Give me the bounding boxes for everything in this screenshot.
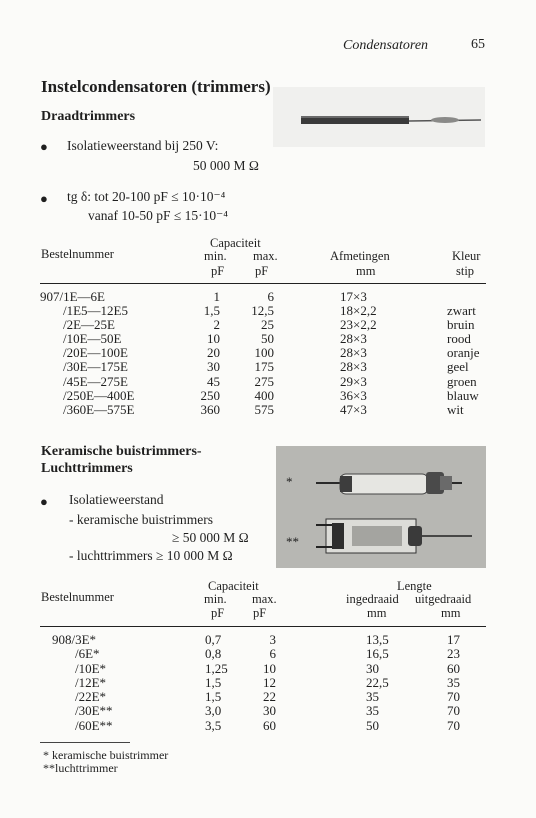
table2-cell-ingedraaid: 16,5 bbox=[366, 646, 389, 662]
table2-cell-bestelnummer: /6E* bbox=[75, 646, 100, 662]
table1-cell-bestelnummer: /250E—400E bbox=[63, 387, 135, 403]
table1-cell-kleur: groen bbox=[447, 373, 477, 389]
table1-cell-bestelnummer: /20E—100E bbox=[63, 345, 128, 361]
bullet-icon: ● bbox=[40, 191, 48, 206]
ceramic-air-trimmer-illustration bbox=[276, 446, 486, 568]
table2-header-rule bbox=[40, 626, 486, 627]
table2-cell-bestelnummer: /12E* bbox=[75, 674, 107, 690]
ceramic-air-trimmer-photo bbox=[276, 446, 486, 568]
table1-column-afmetingen bbox=[340, 290, 410, 417]
table2-cell-min: 1,25 bbox=[205, 660, 228, 676]
table2-cell-ingedraaid: 50 bbox=[366, 717, 379, 733]
table2-col-uitgedraaid: uitgedraaid bbox=[415, 592, 472, 606]
table1-cell-bestelnummer: /1E5—12E5 bbox=[63, 303, 128, 319]
table2-cell-min: 0,8 bbox=[205, 646, 222, 662]
table2-col-ingedraaid: ingedraaid bbox=[346, 592, 399, 606]
table2-col-max: max. bbox=[252, 592, 277, 606]
kera-line-buistrimmers: - keramische buistrimmers bbox=[69, 512, 213, 527]
table2-cell-ingedraaid: 35 bbox=[366, 689, 379, 705]
table2-cell-min: 0,7 bbox=[205, 632, 222, 647]
table2-col-bestelnummer: Bestelnummer bbox=[41, 590, 114, 604]
table1-cell-bestelnummer: /30E—175E bbox=[63, 359, 128, 375]
footnote-air: **luchttrimmer bbox=[43, 761, 118, 775]
wire-trimmer-illustration bbox=[273, 87, 485, 147]
section-heading-keramische: Keramische buistrimmers- bbox=[41, 444, 202, 459]
table1-cell-kleur: bruin bbox=[447, 317, 475, 333]
table1-col-bestelnummer: Bestelnummer bbox=[41, 247, 114, 261]
table2-cell-max: 30 bbox=[263, 703, 276, 719]
table1-cell-max: 575 bbox=[254, 401, 274, 417]
table1-cell-min: 2 bbox=[213, 317, 220, 333]
table2-cell-bestelnummer: /60E** bbox=[75, 717, 113, 733]
table1-column-kleur bbox=[447, 290, 497, 417]
table2-cell-uitgedraaid: 35 bbox=[447, 674, 460, 690]
table1-cell-afmetingen: 36×3 bbox=[340, 387, 367, 403]
table1-cell-afmetingen: 28×3 bbox=[340, 345, 367, 361]
table1-unit-min: pF bbox=[211, 264, 225, 278]
table2-cell-min: 3,0 bbox=[205, 703, 222, 719]
bullet-icon: ● bbox=[40, 494, 48, 509]
table1-cell-min: 1,5 bbox=[203, 303, 220, 319]
table1-cell-max: 6 bbox=[267, 289, 274, 304]
table2-cell-uitgedraaid: 60 bbox=[447, 660, 460, 676]
photo-mark-air: ** bbox=[286, 534, 299, 549]
table2-column-uitgedraaid bbox=[447, 633, 481, 733]
table1-col-kleur: Kleur bbox=[452, 249, 481, 263]
table1-cell-min: 250 bbox=[200, 387, 220, 403]
table1-cell-max: 50 bbox=[261, 331, 274, 347]
page-number: 65 bbox=[471, 37, 485, 52]
tg-delta-line2: vanaf 10-50 pF ≤ 15·10⁻⁴ bbox=[88, 208, 228, 223]
table1-cell-bestelnummer: /2E—25E bbox=[63, 317, 115, 333]
table1-cell-afmetingen: 28×3 bbox=[340, 359, 367, 375]
table1-cell-afmetingen: 18×2,2 bbox=[340, 303, 377, 319]
table2-cell-ingedraaid: 30 bbox=[366, 660, 379, 676]
table2-cell-bestelnummer: /10E* bbox=[75, 660, 107, 676]
table1-cell-max: 275 bbox=[254, 373, 274, 389]
table2-cell-min: 3,5 bbox=[205, 717, 222, 733]
table1-cell-min: 1 bbox=[213, 289, 220, 304]
table1-cell-afmetingen: 23×2,2 bbox=[340, 317, 377, 333]
table2-cell-ingedraaid: 35 bbox=[366, 703, 379, 719]
page-title: Instelcondensatoren (trimmers) bbox=[41, 77, 271, 96]
table1-unit-max: pF bbox=[255, 264, 269, 278]
table1-cell-max: 175 bbox=[254, 359, 274, 375]
table2-cell-uitgedraaid: 17 bbox=[447, 632, 460, 647]
table1-cell-bestelnummer: 907/1E—6E bbox=[40, 289, 105, 304]
table1-cell-kleur: blauw bbox=[447, 387, 479, 403]
table1-cell-bestelnummer: /360E—575E bbox=[63, 401, 135, 417]
isolation-label: Isolatieweerstand bij 250 V: bbox=[67, 138, 219, 153]
table1-col-capaciteit: Capaciteit bbox=[210, 236, 261, 250]
table1-cell-bestelnummer: /45E—275E bbox=[63, 373, 128, 389]
table1-cell-kleur bbox=[447, 290, 497, 304]
table1-unit-afmetingen: mm bbox=[356, 264, 376, 278]
table1-cell-afmetingen: 47×3 bbox=[340, 401, 367, 417]
table2-col-min: min. bbox=[204, 592, 227, 606]
table2-unit-ingedraaid: mm bbox=[367, 606, 387, 620]
table1-cell-min: 30 bbox=[207, 359, 220, 375]
kera-isolation-label: Isolatieweerstand bbox=[69, 492, 164, 507]
section-heading-draadtrimmers: Draadtrimmers bbox=[41, 109, 136, 124]
table1-col-max: max. bbox=[253, 249, 278, 263]
table2-col-capaciteit: Capaciteit bbox=[208, 579, 259, 593]
table2-cell-max: 3 bbox=[269, 632, 276, 647]
footnote-ceramic: * keramische buistrimmer bbox=[43, 748, 169, 762]
table2-cell-bestelnummer: /30E** bbox=[75, 703, 113, 719]
table2-cell-uitgedraaid: 70 bbox=[447, 689, 460, 705]
wire-trimmer-photo bbox=[273, 87, 485, 147]
table1-cell-min: 360 bbox=[200, 401, 220, 417]
isolation-value: 50 000 M Ω bbox=[193, 158, 259, 173]
table1-cell-max: 400 bbox=[254, 387, 274, 403]
table1-cell-kleur: zwart bbox=[447, 303, 476, 319]
table2-cell-max: 12 bbox=[263, 674, 276, 690]
table2-cell-max: 22 bbox=[263, 689, 276, 705]
table2-cell-uitgedraaid: 23 bbox=[447, 646, 460, 662]
table1-column-max bbox=[240, 290, 274, 417]
table2-column-ingedraaid bbox=[366, 633, 406, 733]
table2-cell-min: 1,5 bbox=[205, 689, 222, 705]
table2-cell-bestelnummer: 908/3E* bbox=[52, 632, 97, 647]
photo-mark-ceramic: * bbox=[286, 474, 293, 489]
table1-cell-max: 25 bbox=[261, 317, 274, 333]
table1-cell-bestelnummer: /10E—50E bbox=[63, 331, 122, 347]
table2-cell-uitgedraaid: 70 bbox=[447, 703, 460, 719]
section-heading-luchttrimmers: Luchttrimmers bbox=[41, 461, 133, 476]
table2-unit-uitgedraaid: mm bbox=[441, 606, 461, 620]
table2-column-min bbox=[205, 633, 239, 733]
table1-cell-kleur: wit bbox=[447, 401, 464, 417]
table2-unit-min: pF bbox=[211, 606, 225, 620]
table1-cell-afmetingen: 17×3 bbox=[340, 289, 367, 304]
table2-cell-bestelnummer: /22E* bbox=[75, 689, 107, 705]
table1-cell-kleur: rood bbox=[447, 331, 471, 347]
table1-col-stip: stip bbox=[456, 264, 475, 278]
table1-cell-min: 20 bbox=[207, 345, 220, 361]
table2-cell-max: 6 bbox=[269, 646, 276, 662]
table1-cell-min: 10 bbox=[207, 331, 220, 347]
table2-column-max bbox=[244, 633, 276, 733]
tg-delta-line1: tg δ: tot 20-100 pF ≤ 10·10⁻⁴ bbox=[67, 189, 226, 204]
table1-cell-max: 100 bbox=[254, 345, 274, 361]
kera-line-luchttrimmers: - luchttrimmers ≥ 10 000 M Ω bbox=[69, 548, 233, 563]
footnote-rule bbox=[40, 742, 130, 743]
table1-col-min: min. bbox=[204, 249, 227, 263]
table1-cell-afmetingen: 28×3 bbox=[340, 331, 367, 347]
table1-column-min bbox=[186, 290, 220, 417]
table2-column-bestelnummer bbox=[52, 633, 162, 733]
kera-value: ≥ 50 000 M Ω bbox=[172, 530, 249, 545]
table2-col-lengte: Lengte bbox=[397, 579, 432, 593]
table1-cell-max: 12,5 bbox=[251, 303, 274, 319]
table1-cell-afmetingen: 29×3 bbox=[340, 373, 367, 389]
table2-cell-min: 1,5 bbox=[205, 674, 222, 690]
bullet-icon: ● bbox=[40, 139, 48, 154]
table2-cell-uitgedraaid: 70 bbox=[447, 717, 460, 733]
table1-cell-kleur: oranje bbox=[447, 345, 480, 361]
table2-cell-ingedraaid: 13,5 bbox=[366, 632, 389, 647]
table2-cell-ingedraaid: 22,5 bbox=[366, 674, 389, 690]
table1-header-rule bbox=[40, 283, 486, 284]
table1-col-afmetingen: Afmetingen bbox=[330, 249, 390, 263]
table2-unit-max: pF bbox=[253, 606, 267, 620]
table1-cell-min: 45 bbox=[207, 373, 220, 389]
table1-cell-kleur: geel bbox=[447, 359, 469, 375]
table2-cell-max: 10 bbox=[263, 660, 276, 676]
running-header-section: Condensatoren bbox=[343, 38, 429, 53]
table2-cell-max: 60 bbox=[263, 717, 276, 733]
table1-column-bestelnummer bbox=[40, 290, 170, 417]
